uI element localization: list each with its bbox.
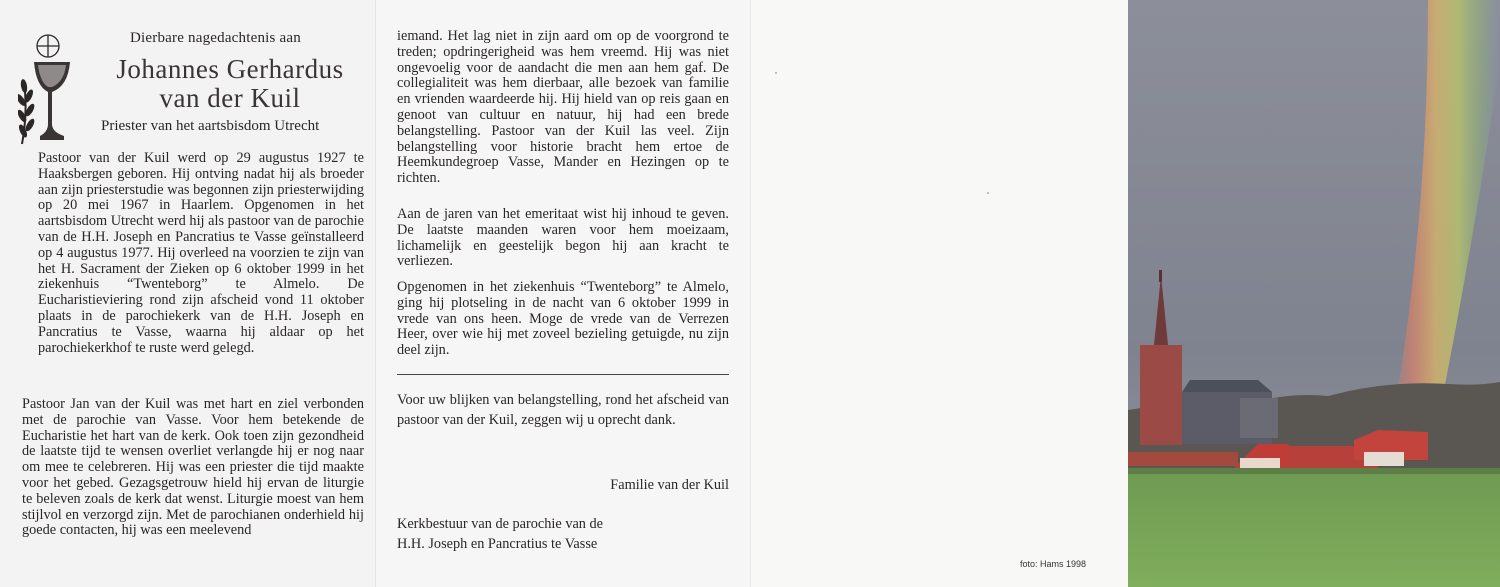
name-line-2: van der Kuil xyxy=(159,83,301,113)
card-panel-blank xyxy=(750,0,1128,587)
divider-line xyxy=(397,374,729,375)
thanks-text xyxy=(397,390,729,430)
photo-credit: foto: Hams 1998 xyxy=(1019,559,1086,569)
biography-text xyxy=(38,151,364,356)
paragraph-2 xyxy=(397,29,729,187)
family-signature: Familie van der Kuil xyxy=(610,477,729,493)
paragraph-4 xyxy=(397,280,729,359)
intro-line: Dierbare nagedachtenis aan xyxy=(130,30,301,46)
photo-panel xyxy=(1128,0,1500,587)
church-board-signature xyxy=(397,514,729,554)
role-line: Priester van het aartsbisdom Utrecht xyxy=(101,118,320,134)
paragraph-1 xyxy=(22,397,364,539)
paragraph-3-text: Aan de jaren van het emeritaat wist hij inhoud te geven. De laatste maanden waren voor hem moeizaam, lichamelijk en geestelijk begon hij aan kracht te verliezen. xyxy=(397,206,729,270)
board-line-1: Kerkbestuur van de parochie van de xyxy=(397,516,604,532)
paragraph-2-text: iemand. Het lag niet in zijn aard om op de voorgrond te treden; opdringerigheid was hem vreemd. Hij was niet ongevoelig voor de aandacht die men aan hem gaf. De collegialiteit was hem dierbaar, alle bezoek van familie en vrienden waardeerde hij. Hij hield van op reis gaan en genoot van cultuur en natuur, hij had een brede belangstelling. Pastoor van der Kuil las veel. Zijn belangstelling voor historie bracht hem ertoe de Heemkundegroep Vasse, Mander en Hezingen op te richten. xyxy=(397,28,729,187)
paragraph-4-text: Opgenomen in het ziekenhuis “Twenteborg” te Almelo, ging hij plotseling in de nacht van 6 oktober 1999 in vrede van ons heen. Moge de vrede van de Verrezen Heer, over wie hij met zoveel bezieling getuigde, nu zijn deel zijn. xyxy=(397,279,729,359)
biography-paragraph: Pastoor van der Kuil werd op 29 augustus 1927 te Haaksbergen geboren. Hij ontving nadat hij als broeder aan zijn priesterstudie was begonnen zijn priesterwijding op 20 mei 1967 in Haarlem. Opgenomen in het aartsbisdom Utrecht werd hij als pastoor van de parochie van de H.H. Joseph en Pancratius te Vasse geïnstalleerd op 4 augustus 1977. Hij overleed na voorzien te zijn van het H. Sacrament der Zieken op 6 oktober 1999 in het ziekenhuis “Twenteborg” te Almelo. De Eucharistieviering rond zijn afscheid vond 11 oktober plaats in de parochiekerk van de H.H. Joseph en Pancratius te Vasse, waarna hij aldaar op het parochiekerkhof te ruste werd gelegd. xyxy=(38,150,364,356)
paragraph-3 xyxy=(397,207,729,270)
card-panel-left xyxy=(0,0,375,587)
paper-speck xyxy=(775,72,777,74)
deceased-name xyxy=(85,55,375,113)
paper-speck xyxy=(987,192,989,194)
paragraph-1-text: Pastoor Jan van der Kuil was met hart en ziel verbonden met de parochie van Vasse. Voor hem betekende de Eucharistie het hart van de kerk. Ook toen zijn gezondheid de laatste tijd te wensen overliet verlangde hij er nog naar om mee te celebreren. Hij was een priester die tijd maakte voor het gebed. Gezagsgetrouw hield hij ervan de liturgie te beleven zoals de kerk dat wenst. Liturgie moest van hem stijlvol en verzorgd zijn. Met de parochianen onderhield hij goede contacten, hij was een meelevend xyxy=(22,396,364,539)
card-panel-middle xyxy=(375,0,750,587)
chalice-wheat-cross-icon xyxy=(18,32,80,152)
church-rainbow-photo xyxy=(1128,0,1500,587)
name-line-1: Johannes Gerhardus xyxy=(116,54,344,84)
thanks-paragraph: Voor uw blijken van belangstelling, rond het afscheid van pastoor van der Kuil, zeggen wij u oprecht dank. xyxy=(397,392,729,428)
board-line-2: H.H. Joseph en Pancratius te Vasse xyxy=(397,536,598,552)
